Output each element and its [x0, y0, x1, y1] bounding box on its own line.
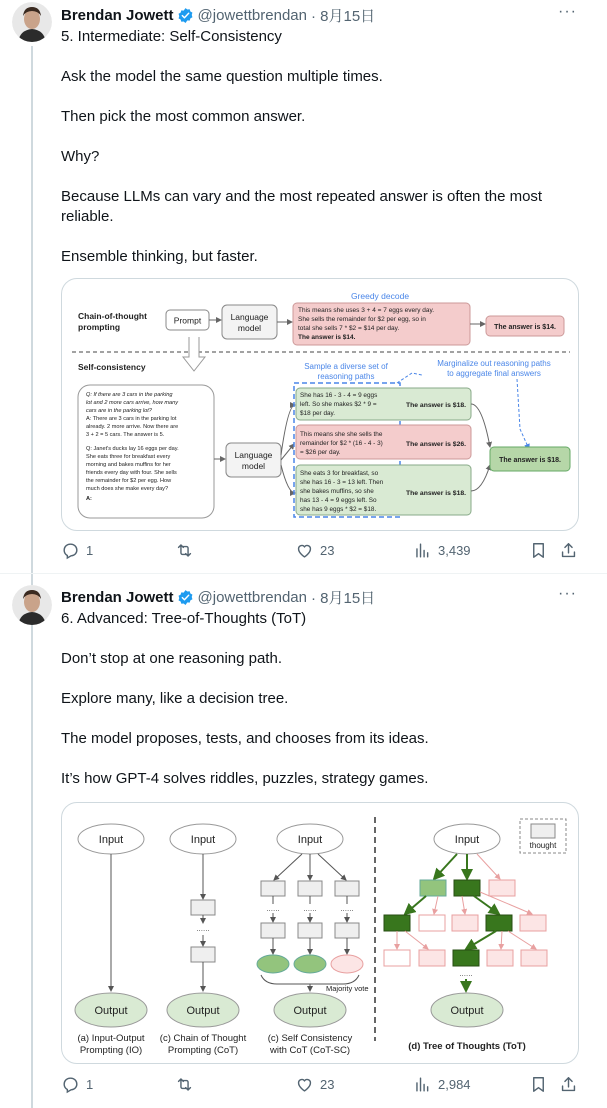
cot-label: Chain-of-thought: [78, 311, 147, 321]
lm-box-top: [222, 305, 277, 339]
tot-node-pink: [384, 950, 410, 966]
bookmark-icon: [529, 1075, 548, 1094]
greedy-title: Greedy decode: [350, 291, 410, 301]
tweet-actions: [61, 541, 581, 563]
like-count: 23: [320, 1077, 335, 1092]
lm-label: model: [237, 323, 262, 333]
reply-button[interactable]: [61, 541, 93, 560]
author-handle[interactable]: @jowettbrendan: [197, 588, 307, 606]
legend-thought-label: thought: [529, 841, 557, 850]
tot-node-pink: [452, 915, 478, 931]
tweet-text: [61, 27, 581, 287]
path-line: She has 16 - 3 - 4 = 9 eggs: [300, 392, 378, 399]
views-button[interactable]: [413, 541, 471, 560]
question-line: A:: [86, 496, 92, 502]
reply-icon: [61, 541, 80, 560]
path-line: She eats 3 for breakfast, so: [300, 470, 379, 477]
tweet-text: [61, 609, 581, 809]
tweet-header: [61, 587, 375, 607]
sc-thought: [298, 923, 322, 938]
sc-answer-good: [257, 955, 289, 973]
sc-thought: [335, 923, 359, 938]
sc-thought: [261, 923, 285, 938]
bookmark-icon: [529, 541, 548, 560]
cot-output-label: Output: [186, 1005, 220, 1017]
tweet-line: It’s how GPT-4 solves riddles, puzzles, strategy games.: [61, 770, 429, 787]
view-count: 3,439: [438, 543, 471, 558]
sample-title: Sample a diverse set of: [304, 362, 388, 371]
caption-sc: with CoT (CoT-SC): [269, 1045, 351, 1056]
sc-input-label: Input: [297, 834, 323, 846]
path-answer: The answer is $18.: [405, 490, 467, 497]
caption-tot: (d) Tree of Thoughts (ToT): [408, 1041, 526, 1052]
more-icon[interactable]: ···: [558, 3, 577, 20]
final-answer: The answer is $18.: [499, 457, 561, 464]
question-line: the remainder for $2 per egg. How: [86, 478, 172, 484]
prompt-label: Prompt: [173, 315, 202, 326]
cot-input-label: Input: [190, 834, 216, 846]
tweet-line: The model proposes, tests, and chooses from its ideas.: [61, 730, 429, 747]
retweet-icon: [175, 541, 194, 560]
like-button[interactable]: [295, 1075, 334, 1094]
author-name[interactable]: Brendan Jowett: [61, 588, 174, 606]
tweet-line: Ask the model the same question multiple times.: [61, 68, 383, 85]
share-button[interactable]: [559, 541, 584, 560]
tot-node-pink: [487, 950, 513, 966]
path-line: remainder for $2 * (16 - 4 - 3): [300, 440, 383, 447]
bookmark-button[interactable]: [529, 541, 554, 560]
lm-box-bottom: [226, 443, 281, 477]
sc-dots: ......: [340, 904, 354, 913]
retweet-button[interactable]: [175, 541, 200, 560]
share-icon: [559, 1075, 578, 1094]
tot-node-darkgreen: [384, 915, 410, 931]
tot-node-darkgreen: [453, 950, 479, 966]
tweet-line: Ensemble thinking, but faster.: [61, 248, 258, 265]
tweet-actions: [61, 1075, 581, 1097]
tweet-header: [61, 5, 375, 25]
bookmark-button[interactable]: [529, 1075, 554, 1094]
reply-icon: [61, 1075, 80, 1094]
sc-output-label: Output: [293, 1005, 327, 1017]
caption-io: (a) Input-Output: [77, 1033, 145, 1044]
view-count: 2,984: [438, 1077, 471, 1092]
question-line: A: There are 3 cars in the parking lot: [86, 416, 177, 422]
tot-node-pink: [419, 950, 445, 966]
retweet-button[interactable]: [175, 1075, 200, 1094]
author-name[interactable]: Brendan Jowett: [61, 6, 174, 24]
tot-output-label: Output: [450, 1005, 484, 1017]
cot-label: prompting: [78, 322, 121, 332]
sc-thought: [298, 881, 322, 896]
path-line: she bakes muffins, so she: [300, 488, 374, 495]
io-input-label: Input: [98, 834, 124, 846]
question-line: Q: Janet's ducks lay 16 eggs per day.: [86, 446, 179, 452]
greedy-line: total she sells 7 * $2 = $14 per day.: [298, 325, 400, 332]
path-line: she has 16 - 3 = 13 left. Then: [300, 479, 384, 486]
sc-thought: [261, 881, 285, 896]
sc-thought: [335, 881, 359, 896]
tot-node-lightgreen: [420, 880, 446, 896]
like-count: 23: [320, 543, 335, 558]
path-answer: The answer is $18.: [405, 402, 467, 409]
question-line: Q: If there are 3 cars in the parking: [86, 392, 173, 398]
cot-dots: ......: [196, 924, 210, 933]
tree-of-thoughts-figure[interactable]: [61, 802, 579, 1064]
self-consistency-figure[interactable]: [61, 278, 579, 531]
sample-title: reasoning paths: [317, 372, 375, 381]
marginalize-title: to aggregate final answers: [447, 369, 541, 378]
views-button[interactable]: [413, 1075, 471, 1094]
tweet-line: Explore many, like a decision tree.: [61, 690, 289, 707]
lm-label: Language: [230, 312, 269, 322]
greedy-line: The answer is $14.: [298, 334, 356, 341]
retweet-icon: [175, 1075, 194, 1094]
question-line: much does she make every day?: [86, 486, 169, 492]
marginalize-title: Marginalize out reasoning paths: [437, 359, 551, 368]
lm-label: Language: [234, 450, 273, 460]
path-line: left. So she makes $2 * 9 =: [300, 401, 377, 408]
tweet-line: 6. Advanced: Tree-of-Thoughts (ToT): [61, 610, 307, 627]
tot-node-pink: [489, 880, 515, 896]
like-button[interactable]: [295, 541, 334, 560]
reply-count: 1: [86, 1077, 94, 1092]
path-line: she has 9 eggs * $2 = $18.: [300, 506, 377, 513]
tweet-line: Why?: [61, 148, 100, 165]
question-line: cars are in the parking lot?: [86, 408, 152, 414]
sc-label: Self-consistency: [78, 362, 146, 372]
caption-io: Prompting (IO): [79, 1045, 143, 1056]
greedy-line: This means she uses 3 + 4 = 7 eggs every day.: [298, 307, 435, 314]
question-line: friends every day with four. She sells: [86, 470, 177, 476]
avatar[interactable]: [12, 585, 52, 625]
tot-node-pink: [520, 915, 546, 931]
tweet-line: 5. Intermediate: Self-Consistency: [61, 28, 282, 45]
tot-node-pink: [419, 915, 445, 931]
like-icon: [295, 1075, 314, 1094]
sc-dots: ......: [266, 904, 280, 913]
greedy-answer: The answer is $14.: [494, 324, 556, 331]
question-line: lot and 2 more cars arrive, how many: [86, 400, 179, 406]
tweet-2[interactable]: [0, 575, 607, 1108]
tot-dots: ......: [459, 969, 473, 978]
greedy-line: She sells the remainder for $2 per egg, so in: [298, 316, 426, 323]
caption-cot: (c) Chain of Thought: [159, 1033, 247, 1044]
question-line: 3 + 2 = 5 cars. The answer is 5.: [86, 432, 165, 438]
cot-thought: [191, 947, 215, 962]
path-line: This means she she sells the: [300, 431, 383, 438]
more-icon[interactable]: ···: [558, 585, 577, 602]
tot-node-pink: [521, 950, 547, 966]
cot-thought: [191, 900, 215, 915]
sc-answer-good: [294, 955, 326, 973]
sc-dots: ......: [303, 904, 317, 913]
question-line: She eats three for breakfast every: [86, 454, 171, 460]
io-output-label: Output: [94, 1005, 128, 1017]
like-icon: [295, 541, 314, 560]
verified-badge-icon: [177, 589, 194, 606]
tweet-line: Because LLMs can vary and the most repeated answer is often the most reliable.: [61, 188, 543, 225]
sc-answer-bad: [331, 955, 363, 973]
question-line: morning and bakes muffins for her: [86, 462, 171, 468]
path-line: has 13 - 4 = 9 eggs left. So: [300, 497, 377, 504]
tweet-line: Then pick the most common answer.: [61, 108, 306, 125]
path-answer: The answer is $26.: [405, 441, 467, 448]
share-icon: [559, 541, 578, 560]
reply-button[interactable]: [61, 1075, 93, 1094]
share-button[interactable]: [559, 1075, 584, 1094]
caption-cot: Prompting (CoT): [167, 1045, 239, 1056]
views-icon: [413, 541, 432, 560]
tot-node-darkgreen: [486, 915, 512, 931]
tot-node-darkgreen: [454, 880, 480, 896]
avatar[interactable]: [12, 2, 52, 42]
majority-vote-label: Majority vote: [326, 984, 369, 993]
reply-count: 1: [86, 543, 94, 558]
lm-label: model: [241, 461, 266, 471]
tweet-date[interactable]: · 8月15日: [310, 589, 376, 607]
tweet-line: Don’t stop at one reasoning path.: [61, 650, 282, 667]
path-line: = $26 per day.: [300, 449, 341, 456]
question-line: already. 2 more arrive. Now there are: [86, 424, 179, 430]
legend-thought-box: [531, 824, 555, 838]
path-line: $18 per day.: [300, 410, 336, 417]
tweet-date[interactable]: · 8月15日: [310, 7, 376, 25]
author-handle[interactable]: @jowettbrendan: [197, 6, 307, 24]
caption-sc: (c) Self Consistency: [267, 1033, 353, 1044]
tot-input-label: Input: [454, 834, 480, 846]
views-icon: [413, 1075, 432, 1094]
verified-badge-icon: [177, 7, 194, 24]
